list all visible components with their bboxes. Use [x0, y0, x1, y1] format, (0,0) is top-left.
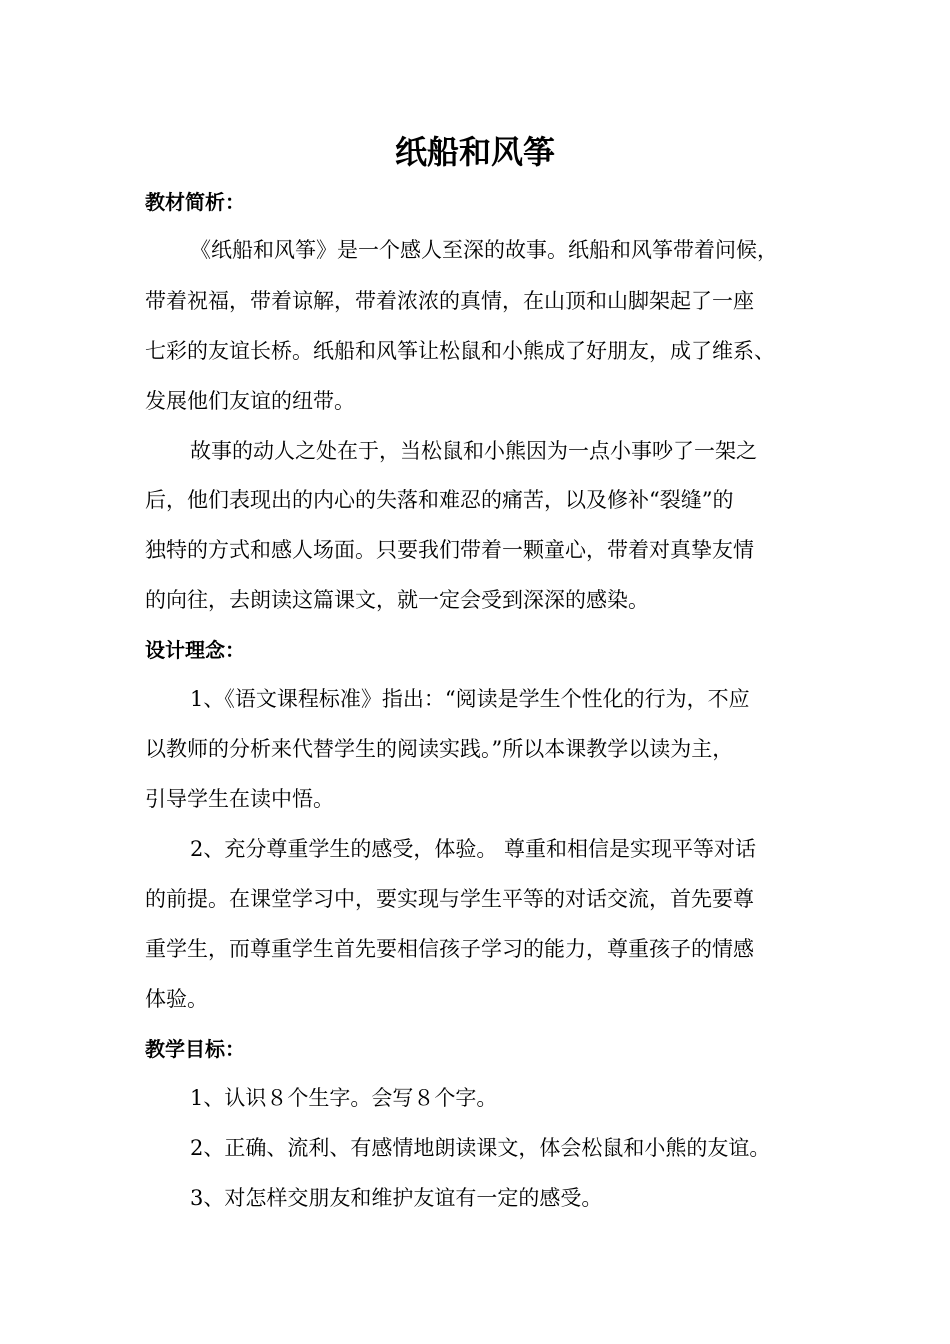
document-title: 纸船和风筝	[394, 133, 555, 171]
paragraph-line: 后，他们表现出的内心的失落和难忍的痛苦，以及修补“裂缝”的	[145, 488, 734, 512]
paragraph-line: 故事的动人之处在于，当松鼠和小熊因为一点小事吵了一架之	[190, 439, 757, 463]
section-heading-analysis: 教材简析：	[145, 190, 245, 214]
paragraph-line: 的向往，去朗读这篇课文，就一定会受到深深的感染。	[145, 588, 649, 612]
paragraph-line: 的前提。在课堂学习中，要实现与学生平等的对话交流，首先要尊	[145, 887, 754, 911]
section-heading-goals: 教学目标：	[145, 1037, 245, 1061]
paragraph-line: 1、《语文课程标准》指出：“阅读是学生个性化的行为，不应	[190, 687, 750, 711]
paragraph-line: 《纸船和风筝》是一个感人至深的故事。纸船和风筝带着问候，	[190, 238, 778, 262]
paragraph-line: 重学生，而尊重学生首先要相信孩子学习的能力，尊重孩子的情感	[145, 937, 754, 961]
paragraph-line: 独特的方式和感人场面。只要我们带着一颗童心，带着对真挚友情	[145, 538, 754, 562]
paragraph-line: 发展他们友谊的纽带。	[145, 389, 355, 413]
paragraph-line: 以教师的分析来代替学生的阅读实践。”所以本课教学以读为主，	[145, 737, 734, 761]
paragraph-line: 体验。	[145, 987, 208, 1011]
paragraph-line: 引导学生在读中悟。	[145, 787, 334, 811]
paragraph-line: 2、充分尊重学生的感受，体验。 尊重和相信是实现平等对话	[190, 837, 757, 861]
paragraph-line: 带着祝福，带着谅解，带着浓浓的真情，在山顶和山脚架起了一座	[145, 289, 754, 313]
goal-item: 3、对怎样交朋友和维护友谊有一定的感受。	[190, 1186, 603, 1210]
paragraph-line: 七彩的友谊长桥。纸船和风筝让松鼠和小熊成了好朋友，成了维系、	[145, 339, 775, 363]
goal-item: 1、认识８个生字。会写８个字。	[190, 1086, 498, 1110]
goal-item: 2、正确、流利、有感情地朗读课文，体会松鼠和小熊的友谊。	[190, 1136, 771, 1160]
section-heading-design: 设计理念：	[145, 638, 245, 662]
